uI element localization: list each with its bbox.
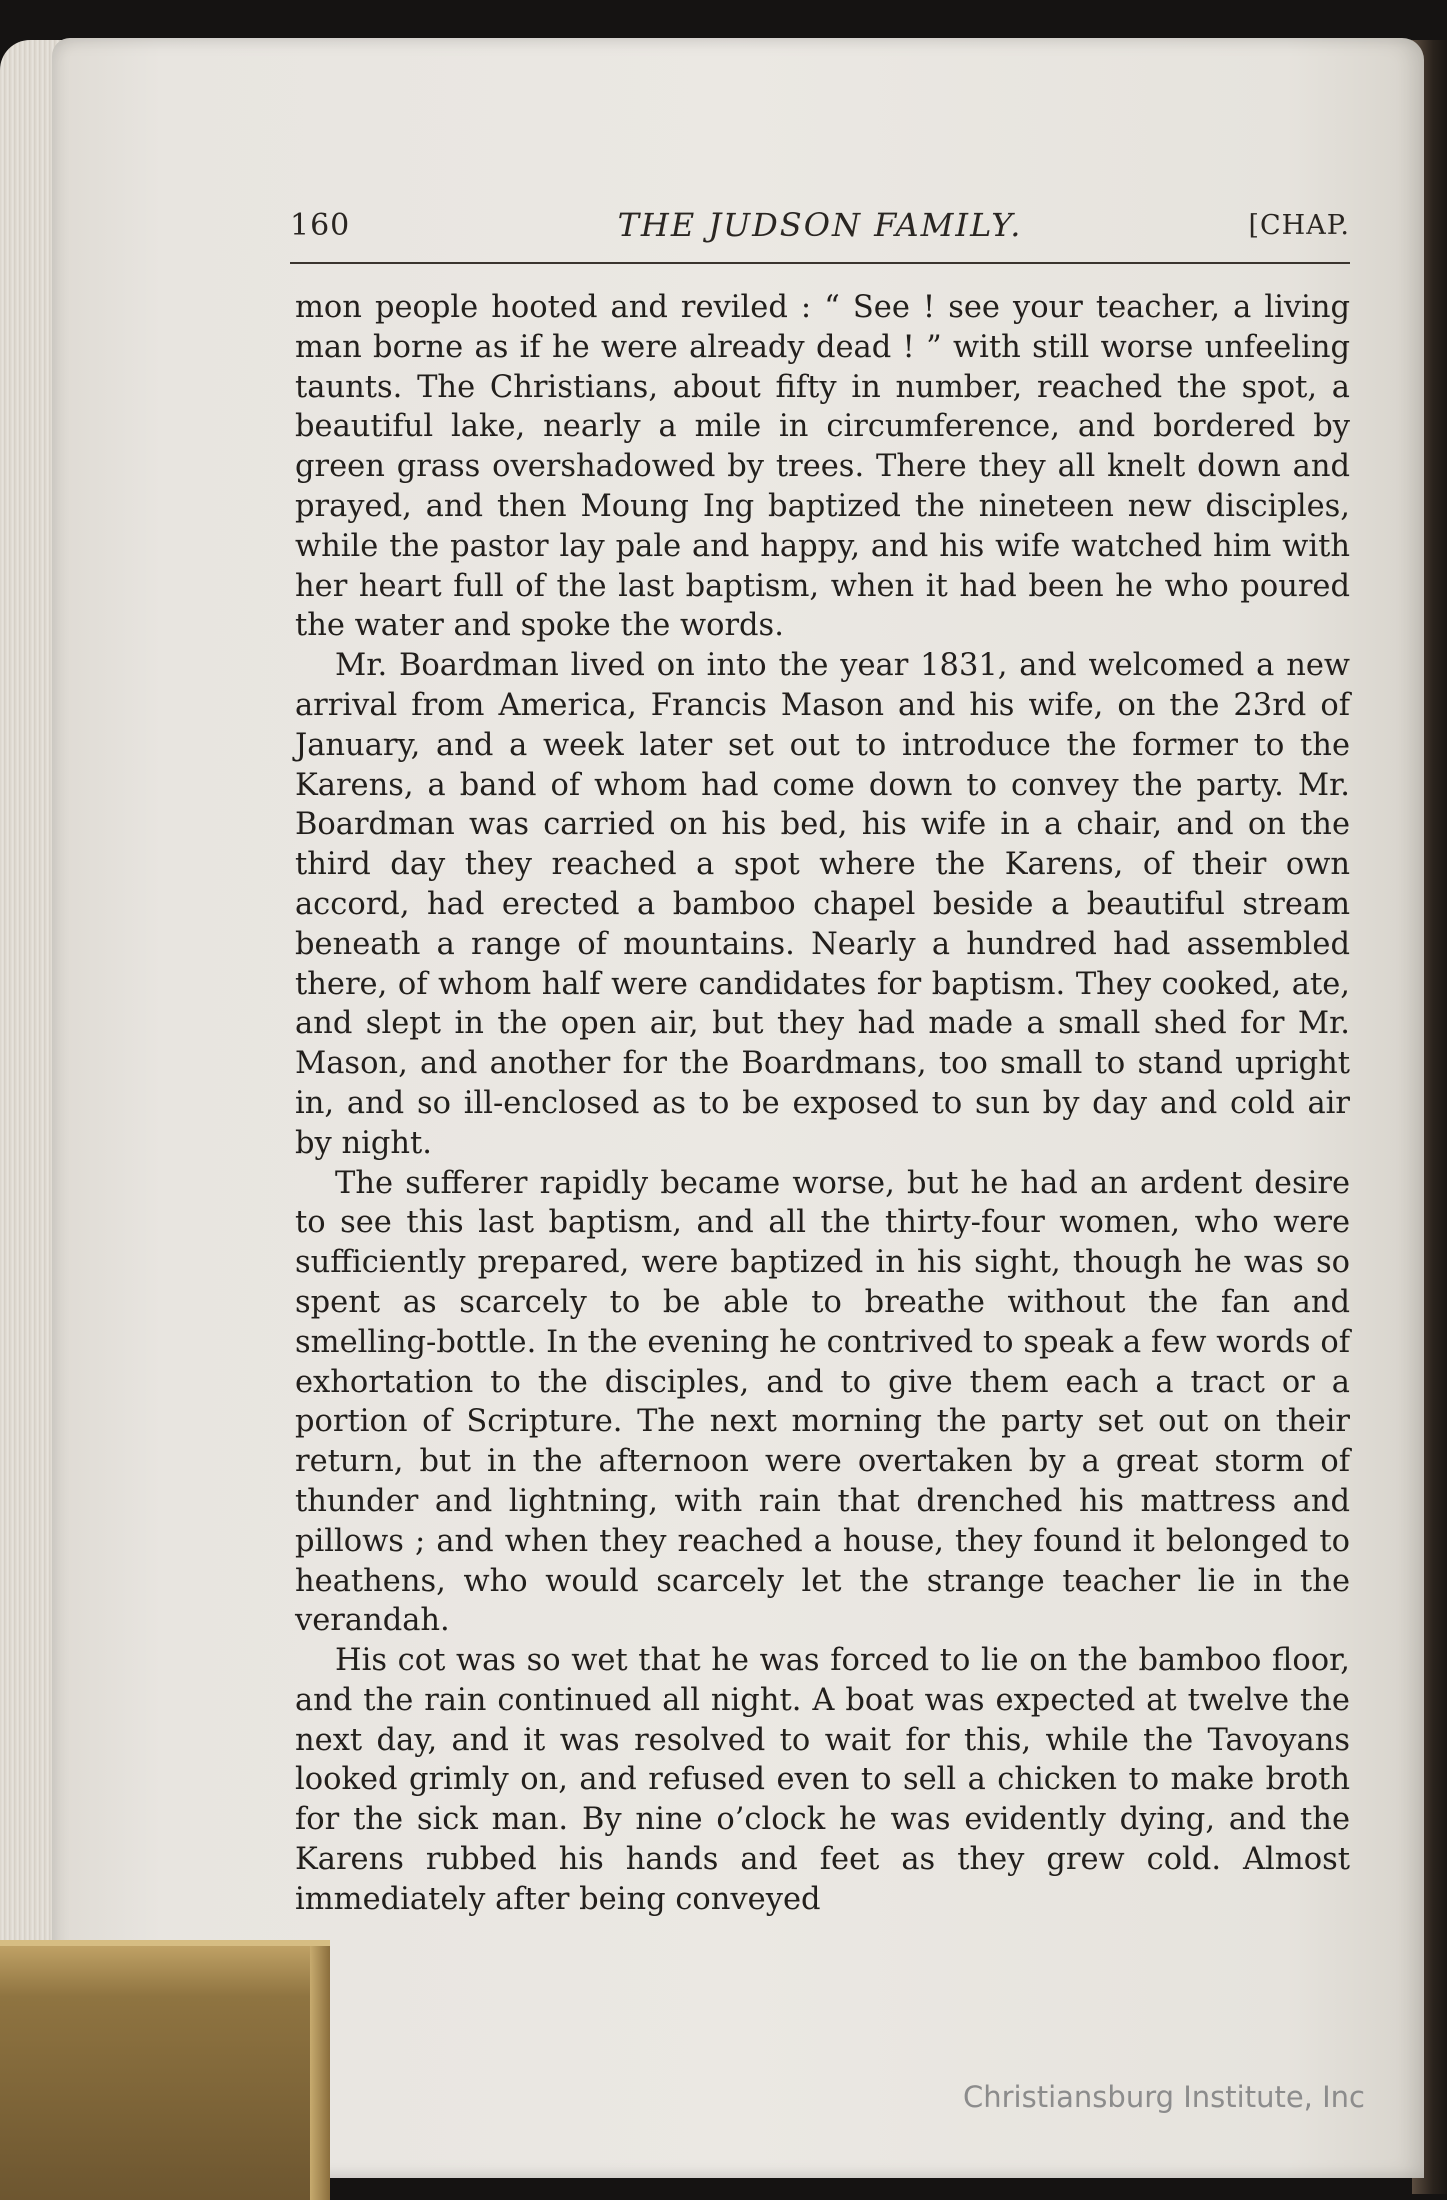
paragraph-3: The sufferer rapidly became worse, but he had an ardent desire to see this last baptism, and all the thirty-four women, who were sufficiently prepared, were baptized in his sight, though he was so spent as scarcely to be able to breathe without the fan and smelling-bottle. In the evening he contrived to speak a few words of exhortation to the disciples, and to give them each a tract or a portion of Scripture. The next morning the party set out on their return, but in the afternoon were overtaken by a great storm of thunder and lightning, with rain that drenched his mattress and pillows ; and when they reached a house, they found it belonged to heathens, who would scarcely let the strange teacher lie in the verandah. xyxy=(295,1165,1350,1639)
watermark: Christiansburg Institute, Inc xyxy=(963,2080,1365,2114)
gilt-edge xyxy=(310,1946,330,2200)
running-title: THE JUDSON FAMILY. xyxy=(617,206,1023,244)
paragraph-1: mon people hooted and reviled : “ See ! see your teacher, a living man borne as if he were already dead ! ” with still worse unfeeling taunts. The Christians, about fifty in number, reached the spot, a beautiful lake, nearly a mile in circumference, and bordered by green grass overshadowed by trees. There they all knelt down and prayed, and then Moung Ing baptized the nineteen new disciples, while the pastor lay pale and happy, and his wife watched him with her heart full of the last baptism, when it had been he who poured the water and spoke the words. xyxy=(295,290,1350,644)
running-header xyxy=(290,200,1350,260)
paragraph-4: His cot was so wet that he was forced to lie on the bamboo floor, and the rain continued all night. A boat was expected at twelve the next day, and it was resolved to wait for this, while the Tavoyans looked grimly on, and refused even to sell a chicken to make broth for the sick man. By nine o’clock he was evidently dying, and the Karens rubbed his hands and feet as they grew cold. Almost immediately after being conveyed xyxy=(295,1643,1350,1917)
chapter-mark: [CHAP. xyxy=(1248,210,1350,241)
gilt-page-block xyxy=(0,1940,330,2200)
page-number: 160 xyxy=(290,208,351,243)
paragraph-2: Mr. Boardman lived on into the year 1831, and welcomed a new arrival from America, Francis Mason and his wife, on the 23rd of January, and a week later set out to introduce the former to the Karens, a band of whom had come down to convey the party. Mr. Boardman was carried on his bed, his wife in a chair, and on the third day they reached a spot where the Karens, of their own accord, had erected a bamboo chapel beside a beautiful stream beneath a range of mountains. Nearly a hundred had assembled there, of whom half were candidates for baptism. They cooked, ate, and slept in the open air, but they had made a small shed for Mr. Mason, and another for the Boardmans, too small to stand upright in, and so ill-enclosed as to be exposed to sun by day and cold air by night. xyxy=(295,648,1350,1161)
header-rule xyxy=(290,262,1350,264)
body-text xyxy=(295,288,1350,1920)
